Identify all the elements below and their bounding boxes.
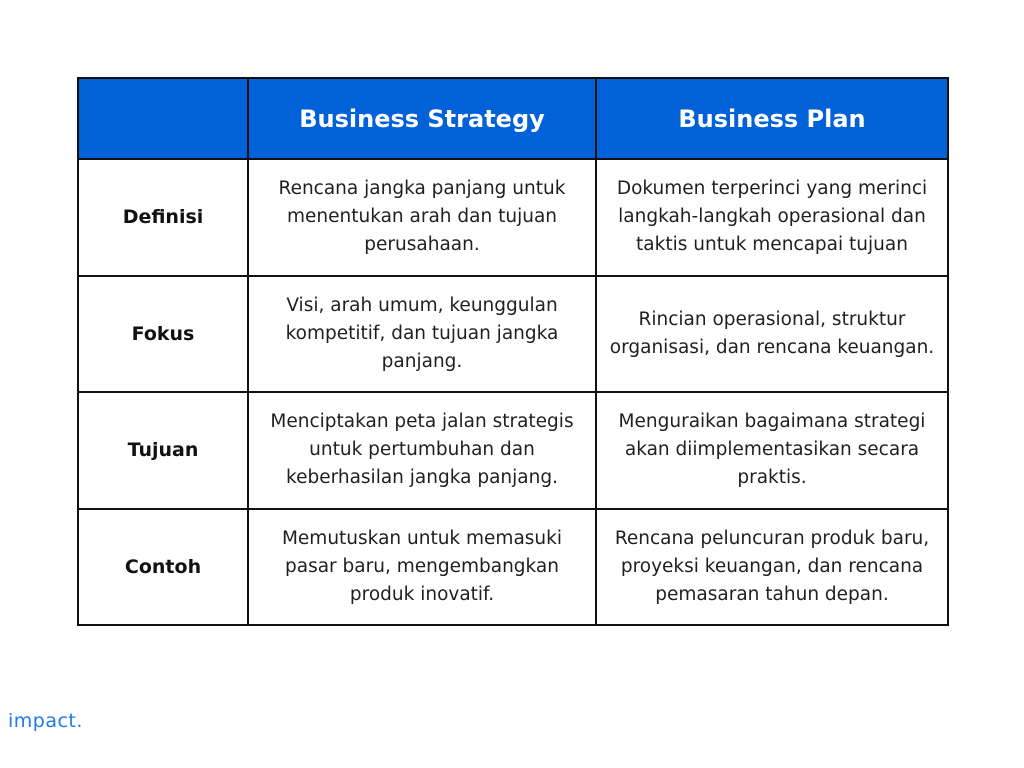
header-business-strategy: Business Strategy bbox=[248, 78, 596, 159]
row-label-contoh: Contoh bbox=[78, 509, 248, 626]
strategy-cell: Rencana jangka panjang untuk menentukan arah dan tujuan perusahaan. bbox=[248, 159, 596, 276]
header-empty-cell bbox=[78, 78, 248, 159]
table-header-row bbox=[78, 78, 948, 159]
impact-logo: impact. bbox=[8, 710, 83, 732]
plan-cell: Rincian operasional, struktur organisasi, dan rencana keuangan. bbox=[596, 276, 948, 393]
plan-cell: Dokumen terperinci yang merinci langkah-langkah operasional dan taktis untuk mencapai tujuan bbox=[596, 159, 948, 276]
table-row bbox=[78, 276, 948, 393]
strategy-cell: Menciptakan peta jalan strategis untuk pertumbuhan dan keberhasilan jangka panjang. bbox=[248, 392, 596, 509]
plan-cell: Menguraikan bagaimana strategi akan diimplementasikan secara praktis. bbox=[596, 392, 948, 509]
row-label-fokus: Fokus bbox=[78, 276, 248, 393]
row-label-tujuan: Tujuan bbox=[78, 392, 248, 509]
row-label-definisi: Definisi bbox=[78, 159, 248, 276]
strategy-cell: Visi, arah umum, keunggulan kompetitif, dan tujuan jangka panjang. bbox=[248, 276, 596, 393]
header-business-plan: Business Plan bbox=[596, 78, 948, 159]
table-row bbox=[78, 392, 948, 509]
plan-cell: Rencana peluncuran produk baru, proyeksi keuangan, dan rencana pemasaran tahun depan. bbox=[596, 509, 948, 626]
comparison-table bbox=[77, 77, 949, 626]
strategy-cell: Memutuskan untuk memasuki pasar baru, mengembangkan produk inovatif. bbox=[248, 509, 596, 626]
table-row bbox=[78, 509, 948, 626]
table-row bbox=[78, 159, 948, 276]
